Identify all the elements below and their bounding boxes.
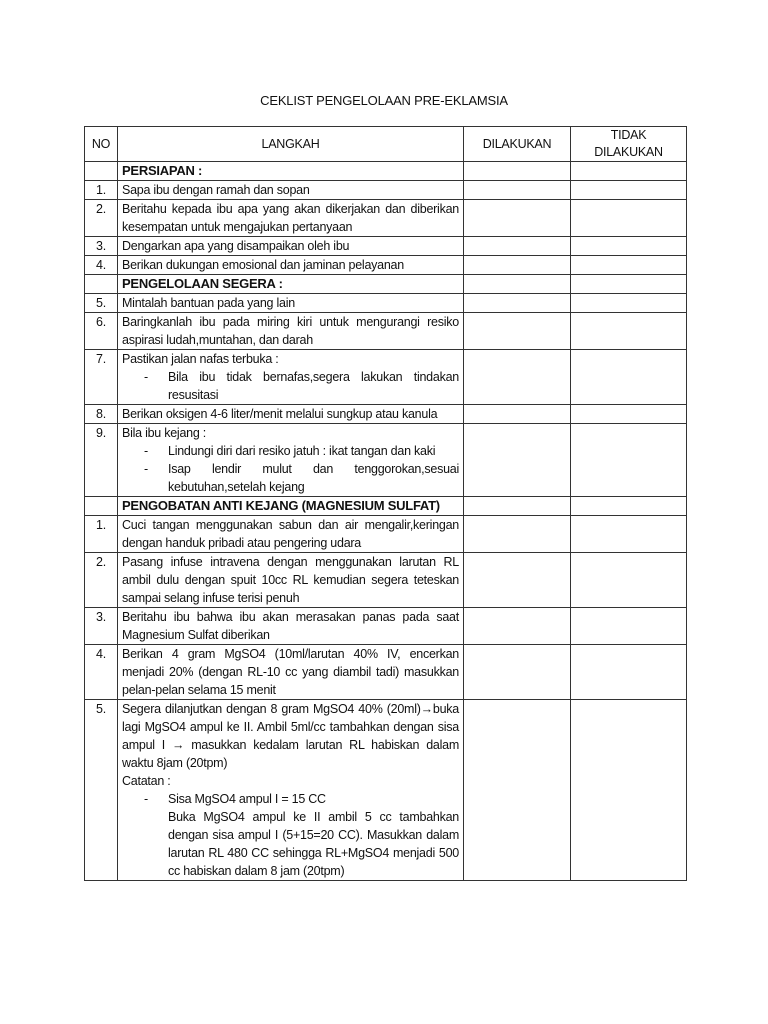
step-cell [118, 200, 464, 237]
tidak-dilakukan-cell[interactable] [571, 162, 687, 181]
sub-list [122, 442, 459, 496]
section-row [85, 275, 687, 294]
step-cell [118, 645, 464, 700]
step-cell [118, 313, 464, 350]
table-row [85, 608, 687, 645]
step-cell [118, 256, 464, 275]
table-row [85, 424, 687, 497]
row-number: 9. [85, 424, 118, 497]
dilakukan-cell[interactable] [464, 553, 571, 608]
step-text: Bila ibu kejang : [122, 426, 207, 440]
dilakukan-cell[interactable] [464, 497, 571, 516]
table-row [85, 294, 687, 313]
step-cell [118, 608, 464, 645]
table-row [85, 700, 687, 881]
tidak-dilakukan-cell[interactable] [571, 516, 687, 553]
row-number: 3. [85, 237, 118, 256]
section-no-cell [85, 275, 118, 294]
sub-list-item [122, 790, 459, 808]
step-text: Berikan oksigen 4-6 liter/menit melalui sungkup atau kanula [122, 407, 438, 421]
row-number: 2. [85, 200, 118, 237]
dilakukan-cell[interactable] [464, 162, 571, 181]
section-no-cell [85, 497, 118, 516]
row-number: 2. [85, 553, 118, 608]
note-extra-text: Buka MgSO4 ampul ke II ambil 5 cc tambahkan dengan sisa ampul I (5+15=20 CC). Masukkan dalam larutan RL 480 CC sehingga RL+MgSO4 menjadi 500 cc habiskan dalam 8 jam (20tpm) [168, 810, 459, 878]
table-row [85, 313, 687, 350]
checklist-table [84, 126, 687, 881]
row-number: 5. [85, 700, 118, 881]
row-number: 4. [85, 256, 118, 275]
sub-list-item [122, 368, 459, 404]
step-cell [118, 405, 464, 424]
dilakukan-cell[interactable] [464, 700, 571, 881]
dilakukan-cell[interactable] [464, 181, 571, 200]
section-no-cell [85, 162, 118, 181]
dilakukan-cell[interactable] [464, 405, 571, 424]
sub-list [122, 368, 459, 404]
tidak-dilakukan-cell[interactable] [571, 294, 687, 313]
dilakukan-cell[interactable] [464, 516, 571, 553]
sub-item-text: Lindungi diri dari resiko jatuh : ikat tangan dan kaki [168, 444, 436, 458]
step-text: Mintalah bantuan pada yang lain [122, 296, 295, 310]
table-row [85, 350, 687, 405]
step-text: Beritahu ibu bahwa ibu akan merasakan panas pada saat Magnesium Sulfat diberikan [122, 610, 459, 642]
step-text: Baringkanlah ibu pada miring kiri untuk mengurangi resiko aspirasi ludah,muntahan, dan darah [122, 315, 459, 347]
dilakukan-cell[interactable] [464, 350, 571, 405]
dilakukan-cell[interactable] [464, 237, 571, 256]
sub-list [122, 790, 459, 808]
step-text: Berikan 4 gram MgSO4 (10ml/larutan 40% IV, encerkan menjadi 20% (dengan RL-10 cc yang diambil tadi) masukkan pelan-pelan selama 15 menit [122, 647, 459, 697]
step-text: Segera dilanjutkan dengan 8 gram MgSO4 40% (20ml)→buka lagi MgSO4 ampul ke II. Ambil 5ml/cc tambahkan dengan sisa ampul I → masukkan kedalam larutan RL habiskan dalam waktu 8jam (20tpm) [122, 702, 459, 770]
tidak-dilakukan-cell[interactable] [571, 275, 687, 294]
tidak-dilakukan-cell[interactable] [571, 237, 687, 256]
tidak-dilakukan-cell[interactable] [571, 497, 687, 516]
dilakukan-cell[interactable] [464, 424, 571, 497]
checklist-body [85, 162, 687, 881]
step-text: Sapa ibu dengan ramah dan sopan [122, 183, 310, 197]
step-cell [118, 350, 464, 405]
header-langkah: LANGKAH [118, 127, 464, 162]
step-cell [118, 516, 464, 553]
sub-item-text: Sisa MgSO4 ampul I = 15 CC [168, 792, 326, 806]
section-label: PERSIAPAN : [118, 162, 464, 181]
table-row [85, 405, 687, 424]
row-number: 7. [85, 350, 118, 405]
dash-bullet-icon: - [144, 462, 148, 476]
step-cell [118, 553, 464, 608]
header-dilakukan: DILAKUKAN [464, 127, 571, 162]
dilakukan-cell[interactable] [464, 256, 571, 275]
dilakukan-cell[interactable] [464, 294, 571, 313]
note-label: Catatan : [122, 774, 171, 788]
section-label: PENGOBATAN ANTI KEJANG (MAGNESIUM SULFAT) [118, 497, 464, 516]
row-number: 1. [85, 516, 118, 553]
tidak-dilakukan-cell[interactable] [571, 313, 687, 350]
table-row [85, 553, 687, 608]
sub-list-item [122, 460, 459, 496]
tidak-dilakukan-cell[interactable] [571, 405, 687, 424]
section-label: PENGELOLAAN SEGERA : [118, 275, 464, 294]
step-cell [118, 424, 464, 497]
step-text: Cuci tangan menggunakan sabun dan air mengalir,keringan dengan handuk pribadi atau pengering udara [122, 518, 459, 550]
step-text: Berikan dukungan emosional dan jaminan pelayanan [122, 258, 404, 272]
step-text: Pasang infuse intravena dengan menggunakan larutan RL ambil dulu dengan spuit 10cc RL kemudian segera teteskan sampai selang infuse terisi penuh [122, 555, 459, 605]
dilakukan-cell[interactable] [464, 608, 571, 645]
dilakukan-cell[interactable] [464, 313, 571, 350]
tidak-dilakukan-cell[interactable] [571, 350, 687, 405]
table-row [85, 181, 687, 200]
dilakukan-cell[interactable] [464, 200, 571, 237]
step-text: Beritahu kepada ibu apa yang akan dikerjakan dan diberikan kesempatan untuk mengajukan pertanyaan [122, 202, 459, 234]
step-cell [118, 294, 464, 313]
step-cell [118, 700, 464, 881]
row-number: 1. [85, 181, 118, 200]
sub-item-text: Bila ibu tidak bernafas,segera lakukan tindakan resusitasi [168, 370, 459, 402]
section-row [85, 162, 687, 181]
row-number: 8. [85, 405, 118, 424]
dash-bullet-icon: - [144, 444, 148, 458]
table-row [85, 200, 687, 237]
header-tidak-dilakukan: TIDAK DILAKUKAN [571, 127, 687, 162]
table-row [85, 256, 687, 275]
tidak-dilakukan-cell[interactable] [571, 645, 687, 700]
tidak-dilakukan-cell[interactable] [571, 553, 687, 608]
tidak-dilakukan-cell[interactable] [571, 181, 687, 200]
table-row [85, 516, 687, 553]
tidak-dilakukan-cell[interactable] [571, 256, 687, 275]
step-text: Pastikan jalan nafas terbuka : [122, 352, 279, 366]
row-number: 3. [85, 608, 118, 645]
dash-bullet-icon: - [144, 370, 148, 384]
step-text: Dengarkan apa yang disampaikan oleh ibu [122, 239, 350, 253]
document-title: CEKLIST PENGELOLAAN PRE-EKLAMSIA [260, 93, 508, 108]
tidak-dilakukan-cell[interactable] [571, 424, 687, 497]
step-cell [118, 181, 464, 200]
row-number: 6. [85, 313, 118, 350]
table-row [85, 645, 687, 700]
step-cell [118, 237, 464, 256]
header-no: NO [85, 127, 118, 162]
dilakukan-cell[interactable] [464, 275, 571, 294]
row-number: 4. [85, 645, 118, 700]
table-header-row [85, 127, 687, 162]
tidak-dilakukan-cell[interactable] [571, 608, 687, 645]
dash-bullet-icon: - [144, 792, 148, 806]
tidak-dilakukan-cell[interactable] [571, 200, 687, 237]
tidak-dilakukan-cell[interactable] [571, 700, 687, 881]
sub-list-item [122, 442, 459, 460]
row-number: 5. [85, 294, 118, 313]
sub-item-text: Isap lendir mulut dan tenggorokan,sesuai kebutuhan,setelah kejang [168, 462, 459, 494]
section-row [85, 497, 687, 516]
table-row [85, 237, 687, 256]
dilakukan-cell[interactable] [464, 645, 571, 700]
